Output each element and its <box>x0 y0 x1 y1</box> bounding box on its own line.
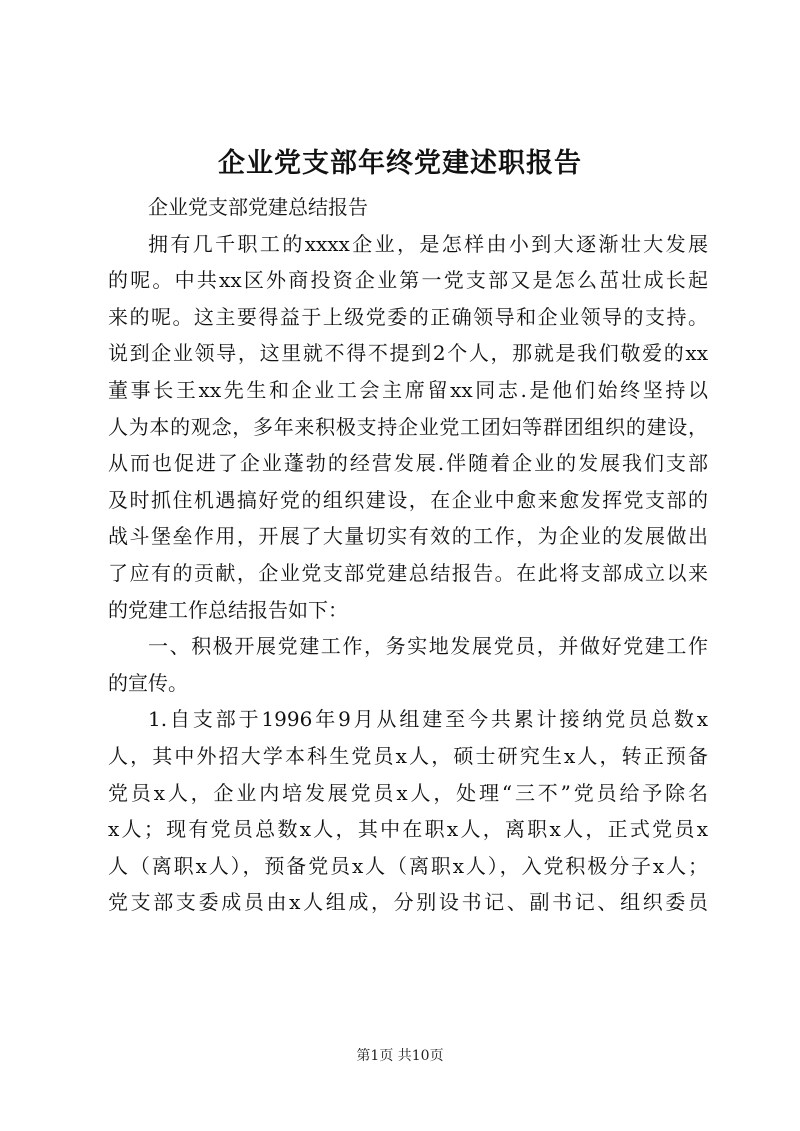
paragraph-line: 党支部支委成员由x人组成，分别设书记、副书记、组织委员 <box>108 890 708 915</box>
paragraph-line: 说到企业领导，这里就不得不提到2个人，那就是我们敬爱的xx <box>108 341 708 366</box>
paragraph-line: 拥有几千职工的xxxx企业，是怎样由小到大逐渐壮大发展 <box>148 231 708 256</box>
section-heading-line: 的宣传。 <box>108 670 188 695</box>
paragraph-line: 人（离职x人），预备党员x人（离职x人），入党积极分子x人； <box>108 853 708 878</box>
section-heading-line: 一、积极开展党建工作，务实地发展党员，并做好党建工作 <box>148 634 708 659</box>
page-footer: 第1页 共10页 <box>356 1048 444 1064</box>
paragraph-line: 1.自支部于1996年9月从组建至今共累计接纳党员总数x <box>148 707 708 732</box>
paragraph-line: 来的呢。这主要得益于上级党委的正确领导和企业领导的支持。 <box>108 304 708 329</box>
paragraph-line: 董事长王xx先生和企业工会主席留xx同志.是他们始终坚持以 <box>108 377 708 402</box>
paragraph-line: 了应有的贡献，企业党支部党建总结报告。在此将支部成立以来 <box>108 560 708 585</box>
paragraph-line: x人；现有党员总数x人，其中在职x人，离职x人，正式党员x <box>108 817 708 842</box>
paragraph-line: 党员x人，企业内培发展党员x人，处理“三不”党员给予除名 <box>108 780 708 805</box>
paragraph-line: 及时抓住机遇搞好党的组织建设，在企业中愈来愈发挥党支部的 <box>108 487 708 512</box>
paragraph-line: 从而也促进了企业蓬勃的经营发展.伴随着企业的发展我们支部 <box>108 451 708 476</box>
paragraph-line: 人为本的观念，多年来积极支持企业党工团妇等群团组织的建设， <box>108 414 708 439</box>
paragraph-line: 企业党支部党建总结报告 <box>148 195 368 219</box>
document-body <box>108 189 708 921</box>
document-title: 企业党支部年终党建述职报告 <box>218 148 582 179</box>
paragraph-line: 的呢。中共xx区外商投资企业第一党支部又是怎么茁壮成长起 <box>108 268 708 293</box>
paragraph-line: 战斗堡垒作用，开展了大量切实有效的工作，为企业的发展做出 <box>108 524 708 549</box>
paragraph-line: 人，其中外招大学本科生党员x人，硕士研究生x人，转正预备 <box>108 743 708 768</box>
paragraph-line: 的党建工作总结报告如下： <box>108 597 348 622</box>
